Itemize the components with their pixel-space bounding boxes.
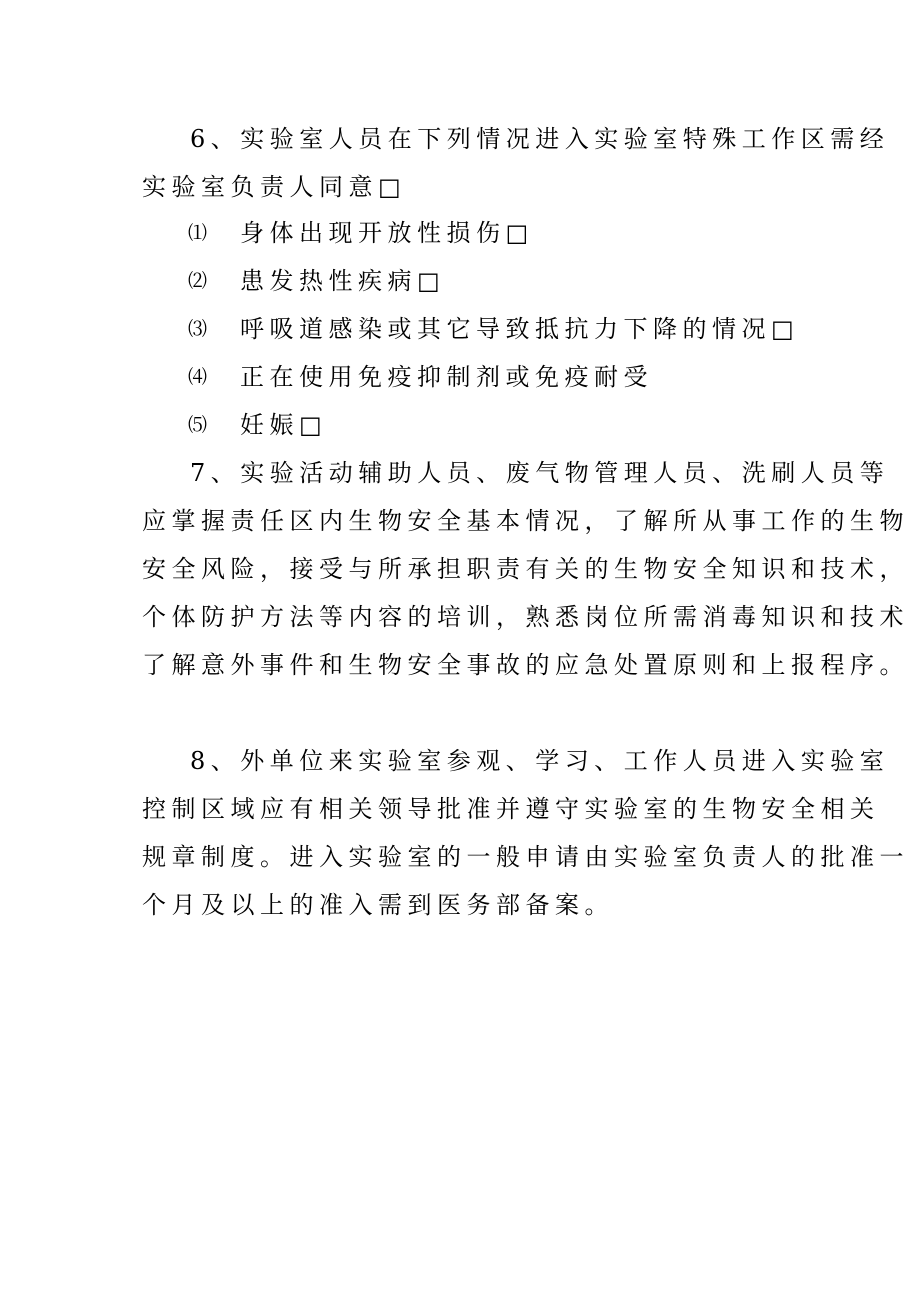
- section6-item-1-text: 身体出现开放性损伤□: [240, 219, 534, 247]
- section7-line-2: 应掌握责任区内生物安全基本情况，了解所从事工作的生物: [142, 507, 909, 535]
- section6-item-3-number: ⑶: [188, 318, 208, 340]
- section6-line-2: 实验室负责人同意□: [142, 173, 407, 201]
- section6-item-3-text: 呼吸道感染或其它导致抵抗力下降的情况□: [240, 315, 800, 343]
- section6-item-5-number: ⑸: [188, 414, 208, 436]
- section6-item-4-number: ⑷: [188, 366, 208, 388]
- section6-item-5-text: 妊娠□: [240, 411, 328, 439]
- section8-line-4: 个月及以上的准入需到医务部备案。: [142, 891, 614, 919]
- section7-line-3: 安全风险，接受与所承担职责有关的生物安全知识和技术，: [142, 555, 909, 583]
- section7-line-4: 个体防护方法等内容的培训，熟悉岗位所需消毒知识和技术: [142, 603, 909, 631]
- section8-line-2: 控制区域应有相关领导批准并遵守实验室的生物安全相关: [142, 795, 880, 823]
- section8-line-1: 8、外单位来实验室参观、学习、工作人员进入实验室: [190, 747, 890, 775]
- section7-line-1: 7、实验活动辅助人员、废气物管理人员、洗刷人员等: [190, 459, 890, 487]
- section6-item-2-text: 患发热性疾病□: [240, 267, 446, 295]
- section8-line-3: 规章制度。进入实验室的一般申请由实验室负责人的批准一: [142, 843, 909, 871]
- section6-item-2-number: ⑵: [188, 270, 208, 292]
- section6-line-1: 6、实验室人员在下列情况进入实验室特殊工作区需经: [190, 125, 890, 153]
- section7-line-5: 了解意外事件和生物安全事故的应急处置原则和上报程序。: [142, 651, 909, 679]
- section6-item-4-text: 正在使用免疫抑制剂或免疫耐受: [240, 363, 653, 391]
- section6-item-1-number: ⑴: [188, 222, 208, 244]
